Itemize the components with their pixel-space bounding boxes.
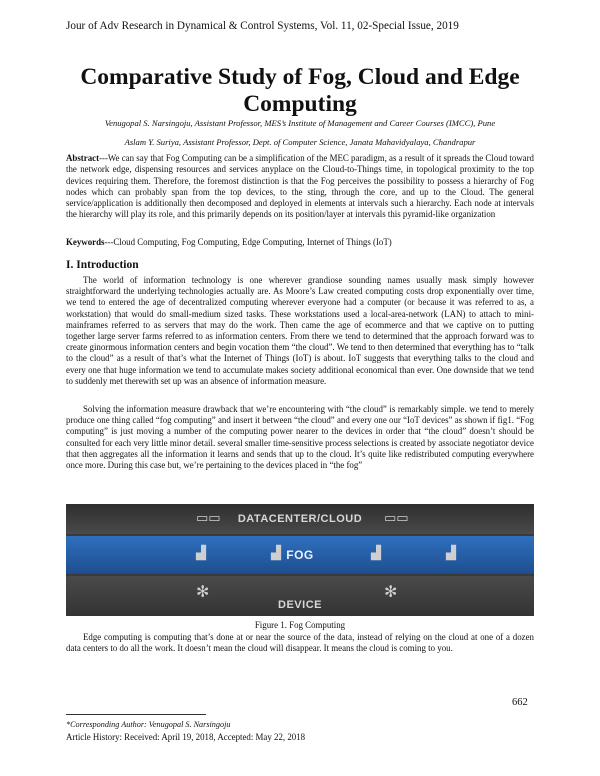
fan-icon: ✻ bbox=[196, 582, 210, 601]
keywords-text: ---Cloud Computing, Fog Computing, Edge Computing, Internet of Things (IoT) bbox=[104, 237, 392, 247]
author-line-2: Aslam Y. Suriya, Assistant Professor, Dept. of Computer Science, Janata Mahavidyalaya, Chandrapur bbox=[124, 137, 476, 147]
chart-icon: ▟ bbox=[271, 546, 281, 561]
paper-title: Comparative Study of Fog, Cloud and Edge Computing bbox=[80, 64, 520, 117]
abstract-text: ---We can say that Fog Computing can be a simplification of the MEC paradigm, as a result of it spreads the Cloud toward the network edge, dispensing resources and services anyplace on the Cloud-to-Things time, in topological proximity to the top devices requiring them. Therefore, the foremost distinction is that the Fog perceives the possibility to possess a hierarchy of Fog nodes which can probably span from the top devices, to the sting, through the core, and up to the Cloud. The general service/application is additionally then decomposed and deployed in elements at intervals such a hierarchy. Each node at intervals the hierarchy will play its role, and this primarily depends on its position/layer at intervals this pyramid-like organization bbox=[66, 153, 534, 220]
corresponding-author: *Corresponding Author: Venugopal S. Narsingoju bbox=[66, 720, 231, 729]
server-icon: ▭▭ bbox=[384, 511, 409, 526]
keywords bbox=[66, 237, 536, 247]
cloud-layer bbox=[66, 504, 534, 534]
page-number: 662 bbox=[512, 697, 528, 708]
figure-caption: Figure 1. Fog Computing bbox=[254, 620, 346, 630]
fog-computing-figure bbox=[66, 504, 534, 616]
intro-paragraph-2: Solving the information measure drawback that we’re encountering with “the cloud” is remarkably simple. we tend to merely produce one thing called “fog computing” and insert it between “the cloud” and every one our “IoT devices” as shown if fig1. “Fog computing” is just moving a number of the computing power nearer to the devices in order that “the cloud” doesn’t should be consulted for each very little minor detail. several smaller time-sensitive process selections is created by associate negotiator device that then aggregates all the information it learns and sends that up to the cloud. It’s quite like redistributed computing everywhere once more. During this case but, we’re pertaining to the devices placed in “the fog” bbox=[66, 404, 534, 471]
fog-layer-label: FOG bbox=[286, 548, 314, 562]
chart-icon: ▟ bbox=[446, 546, 456, 561]
intro-paragraph-3: Edge computing is computing that’s done at or near the source of the data, instead of relying on the cloud at one of a dozen data centers to do all the work. It doesn’t mean the cloud will disappear. It means the cloud is coming to you. bbox=[66, 632, 534, 654]
article-history: Article History: Received: April 19, 2018, Accepted: May 22, 2018 bbox=[66, 732, 306, 742]
server-icon: ▭▭ bbox=[196, 511, 221, 526]
abstract bbox=[66, 153, 534, 221]
fan-icon: ✻ bbox=[384, 582, 398, 601]
device-layer bbox=[66, 576, 534, 616]
intro-paragraph-1: The world of information technology is one wherever grandiose sounding names usually mask simply however straightforward the underlying technologies actually are. As Moore’s Law created computing costs drop exponentially over time, we tend to entered the age of decentralized computing wherever everyone had a computer (or because it was referred to as, a workstation) that would do small-medium sized tasks. These workstations used a local-area-network (LAN) to attach to mini-mainframes referred to as servers that may do the work. Then came the age of ecommerce and that we captive on to putting together large server farms referred to as information centers. From there we tend to determined that the approach forward was to create ginormous information centers and begin vocation them “the cloud”. We tend to then determined that everything has to “talk to the cloud” as a result of that’s what the Internet of Things (IoT) is about. IoT suggests that everything talks to the cloud and every one that huge information we tend to accumulate makes society additional economical than ever. One downside that we tend to suddenly met therewith set up was an absence of information measure. bbox=[66, 275, 534, 386]
author-line-1: Venugopal S. Narsingoju, Assistant Professor, MES’s Institute of Management and Career Courses (IMCC), Pune bbox=[104, 118, 496, 128]
cloud-layer-label: DATACENTER/CLOUD bbox=[237, 513, 363, 525]
journal-header: Jour of Adv Research in Dynamical & Control Systems, Vol. 11, 02-Special Issue, 2019 bbox=[66, 20, 459, 32]
fog-layer bbox=[66, 536, 534, 574]
section-heading-introduction: I. Introduction bbox=[66, 259, 139, 271]
footnote-divider bbox=[66, 714, 206, 715]
keywords-label: Keywords bbox=[66, 237, 105, 247]
chart-icon: ▟ bbox=[371, 546, 381, 561]
device-layer-label: DEVICE bbox=[278, 599, 322, 611]
chart-icon: ▟ bbox=[196, 546, 206, 561]
abstract-label: Abstract bbox=[66, 153, 100, 163]
